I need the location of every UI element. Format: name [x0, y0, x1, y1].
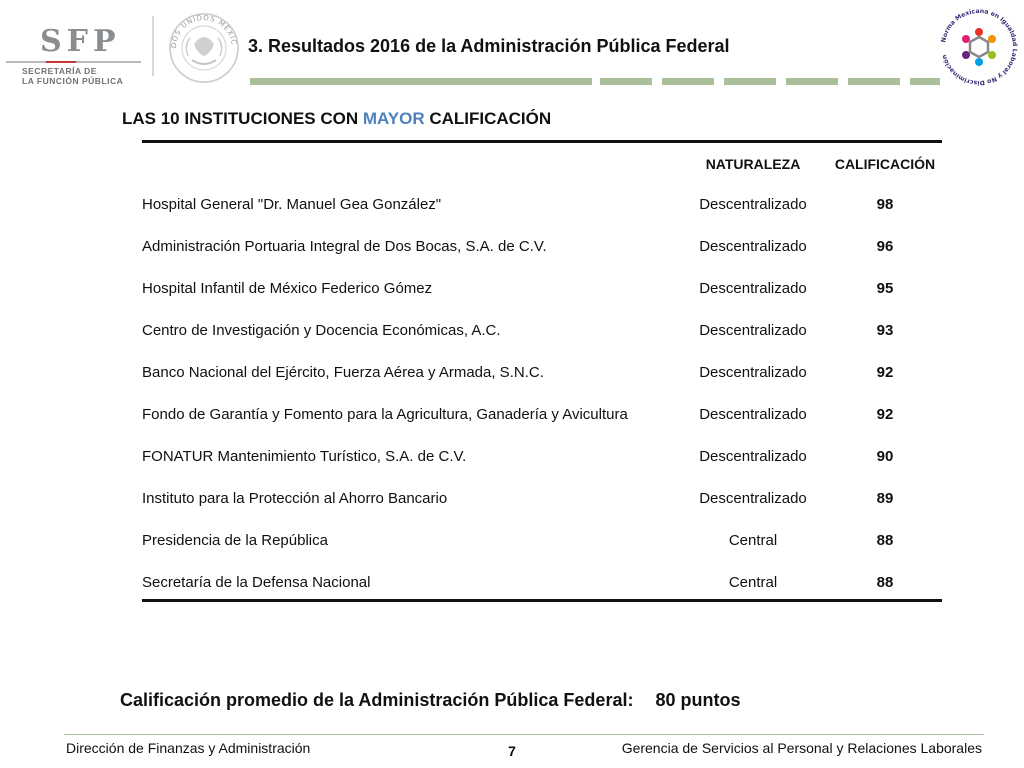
table-row: [142, 490, 942, 532]
average-score: [120, 690, 740, 711]
institution-name: Centro de Investigación y Docencia Económicas, A.C.: [142, 322, 501, 339]
average-score-label: Calificación promedio de la Administración Pública Federal:: [120, 690, 634, 710]
page-number: 7: [508, 743, 516, 759]
section-title-highlight: MAYOR: [362, 109, 425, 128]
header-green-bar: [250, 78, 940, 86]
green-bar-segment: [786, 78, 838, 85]
institution-name: Hospital Infantil de México Federico Gómez: [142, 280, 433, 297]
table-top-rule: [142, 140, 942, 143]
footer-rule: [64, 734, 984, 735]
institution-score: 89: [876, 490, 894, 507]
green-bar-segment: [662, 78, 714, 85]
institution-name: Instituto para la Protección al Ahorro Bancario: [142, 490, 448, 507]
institution-naturaleza: Central: [728, 532, 778, 549]
institution-score: 90: [876, 448, 894, 465]
green-bar-segment: [848, 78, 900, 85]
institution-score: 92: [876, 406, 894, 423]
institution-score: 96: [876, 238, 894, 255]
institution-name: Hospital General "Dr. Manuel Gea González": [142, 196, 442, 213]
sfp-logo-text: SFP: [40, 24, 121, 59]
green-bar-segment: [910, 78, 940, 85]
institution-score: 98: [876, 196, 894, 213]
table-row: [142, 280, 942, 322]
average-score-value: 80 puntos: [655, 690, 741, 710]
footer-left-text: Dirección de Finanzas y Administración: [66, 740, 311, 756]
header-divider: [152, 16, 154, 76]
institution-naturaleza: Central: [728, 574, 778, 591]
institution-score: 88: [876, 532, 894, 549]
institution-name: Fondo de Garantía y Fomento para la Agricultura, Ganadería y Avicultura: [142, 406, 628, 423]
norma-igualdad-logo-icon: [938, 6, 1020, 88]
section-title: [122, 109, 551, 129]
institution-naturaleza: Descentralizado: [699, 322, 807, 339]
green-bar-segment: [600, 78, 652, 85]
institution-score: 95: [876, 280, 894, 297]
column-header-calificacion: CALIFICACIÓN: [834, 156, 936, 172]
institution-name: Administración Portuaria Integral de Dos Bocas, S.A. de C.V.: [142, 238, 547, 255]
table-row: [142, 238, 942, 280]
institution-naturaleza: Descentralizado: [699, 364, 807, 381]
sfp-logo-subtitle-line-1: SECRETARÍA DE: [22, 66, 97, 76]
sfp-logo-subtitle-line-2: LA FUNCIÓN PÚBLICA: [22, 76, 124, 86]
table-row: [142, 532, 942, 574]
seal-text: DOS UNIDOS MEXIC: [169, 13, 238, 49]
footer-right-text: Gerencia de Servicios al Personal y Relaciones Laborales: [621, 740, 982, 756]
sfp-logo: [6, 24, 141, 84]
table-row: [142, 196, 942, 238]
institution-name: Presidencia de la República: [142, 532, 328, 549]
institution-score: 92: [876, 364, 894, 381]
table-bottom-rule: [142, 599, 942, 602]
institution-score: 88: [876, 574, 894, 591]
institution-naturaleza: Descentralizado: [699, 238, 807, 255]
table-row: [142, 448, 942, 490]
institution-naturaleza: Descentralizado: [699, 280, 807, 297]
section-title-part: LAS 10 INSTITUCIONES CON: [122, 109, 363, 128]
column-header-naturaleza: NATURALEZA: [705, 156, 801, 172]
institution-naturaleza: Descentralizado: [699, 196, 807, 213]
institution-name: FONATUR Mantenimiento Turístico, S.A. de C.V.: [142, 448, 467, 465]
institution-name: Secretaría de la Defensa Nacional: [142, 574, 371, 591]
section-title-part: CALIFICACIÓN: [424, 109, 552, 128]
institution-naturaleza: Descentralizado: [699, 406, 807, 423]
green-bar-segment: [724, 78, 776, 85]
national-seal-icon: [166, 8, 242, 84]
sfp-logo-subtitle: [22, 66, 123, 86]
institution-name: Banco Nacional del Ejército, Fuerza Aérea y Armada, S.N.C.: [142, 364, 544, 381]
institution-naturaleza: Descentralizado: [699, 490, 807, 507]
table-row: [142, 406, 942, 448]
table-row: [142, 322, 942, 364]
institution-naturaleza: Descentralizado: [699, 448, 807, 465]
svg-text:Norma Mexicana en Igualdad Lab: [940, 8, 1018, 86]
sfp-logo-accent: [46, 61, 76, 63]
institution-score: 93: [876, 322, 894, 339]
norma-logo-text: Norma Mexicana en Igualdad Laboral y No Discriminación: [940, 7, 1019, 87]
table-row: [142, 364, 942, 406]
green-bar-segment: [250, 78, 592, 85]
page-title: 3. Resultados 2016 de la Administración Pública Federal: [248, 36, 730, 56]
table-row: [142, 574, 942, 616]
